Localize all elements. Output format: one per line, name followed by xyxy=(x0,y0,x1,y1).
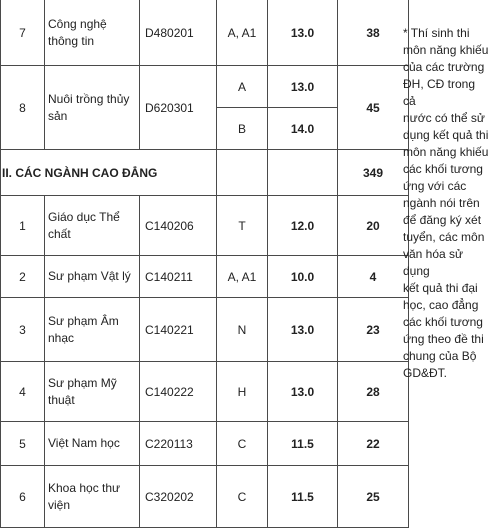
table-row xyxy=(1,256,409,298)
quota: 4 xyxy=(338,256,409,298)
exam-block: T xyxy=(217,196,268,256)
row-number: 4 xyxy=(1,362,45,422)
section-quota: 349 xyxy=(338,150,409,196)
cutoff-score: 13.0 xyxy=(268,66,338,108)
table-row xyxy=(1,362,409,422)
major-name: Sư phạm Âm nhạc xyxy=(45,298,140,362)
table-row xyxy=(1,466,409,528)
row-number: 8 xyxy=(1,66,45,150)
table-row xyxy=(1,0,409,66)
major-code: C140206 xyxy=(140,196,217,256)
quota: 38 xyxy=(338,0,409,66)
section-row xyxy=(1,150,409,196)
cutoff-score: 13.0 xyxy=(268,362,338,422)
major-name: Công nghệ thông tin xyxy=(45,0,140,66)
exam-block: A xyxy=(217,66,268,108)
major-name: Sư phạm Mỹ thuật xyxy=(45,362,140,422)
cutoff-score: 12.0 xyxy=(268,196,338,256)
major-code: C320202 xyxy=(140,466,217,528)
section-title: II. CÁC NGÀNH CAO ĐẲNG xyxy=(1,150,217,196)
row-number: 6 xyxy=(1,466,45,528)
exam-block: A, A1 xyxy=(217,0,268,66)
row-number: 2 xyxy=(1,256,45,298)
exam-block: N xyxy=(217,298,268,362)
footnote: * Thí sinh thi môn năng khiếu của các trường ĐH, CĐ trong cả nước có thể sử dụng kết quả thi môn năng khiếu các khối tương ứng với các ngành nói trên để đăng ký xét tuyển, các môn văn hóa sử dụng kết quả thi đại học, cao đẳng các khối tương ứng theo đề thi chung của Bộ GD&ĐT. xyxy=(403,26,488,380)
cutoff-score: 13.0 xyxy=(268,0,338,66)
major-code: D620301 xyxy=(140,66,217,150)
exam-block: C xyxy=(217,466,268,528)
exam-block: A, A1 xyxy=(217,256,268,298)
cutoff-score: 11.5 xyxy=(268,422,338,466)
row-number: 7 xyxy=(1,0,45,66)
major-code: D480201 xyxy=(140,0,217,66)
exam-block: C xyxy=(217,422,268,466)
cutoff-score: 14.0 xyxy=(268,108,338,150)
table-row xyxy=(1,66,409,108)
exam-block: B xyxy=(217,108,268,150)
cutoff-score: 10.0 xyxy=(268,256,338,298)
table-row xyxy=(1,422,409,466)
major-code: C140211 xyxy=(140,256,217,298)
table-row xyxy=(1,298,409,362)
major-name: Khoa học thư viện xyxy=(45,466,140,528)
quota: 28 xyxy=(338,362,409,422)
major-name: Việt Nam học xyxy=(45,422,140,466)
major-name: Sư phạm Vật lý xyxy=(45,256,140,298)
row-number: 1 xyxy=(1,196,45,256)
quota: 20 xyxy=(338,196,409,256)
exam-block: H xyxy=(217,362,268,422)
row-number: 3 xyxy=(1,298,45,362)
quota: 22 xyxy=(338,422,409,466)
cutoff-score: 13.0 xyxy=(268,298,338,362)
quota: 25 xyxy=(338,466,409,528)
quota: 45 xyxy=(338,66,409,150)
major-name: Giáo dục Thể chất xyxy=(45,196,140,256)
major-code: C140222 xyxy=(140,362,217,422)
cutoff-score: 11.5 xyxy=(268,466,338,528)
major-code: C140221 xyxy=(140,298,217,362)
major-name: Nuôi trồng thủy sản xyxy=(45,66,140,150)
quota: 23 xyxy=(338,298,409,362)
table-row xyxy=(1,196,409,256)
row-number: 5 xyxy=(1,422,45,466)
major-code: C220113 xyxy=(140,422,217,466)
